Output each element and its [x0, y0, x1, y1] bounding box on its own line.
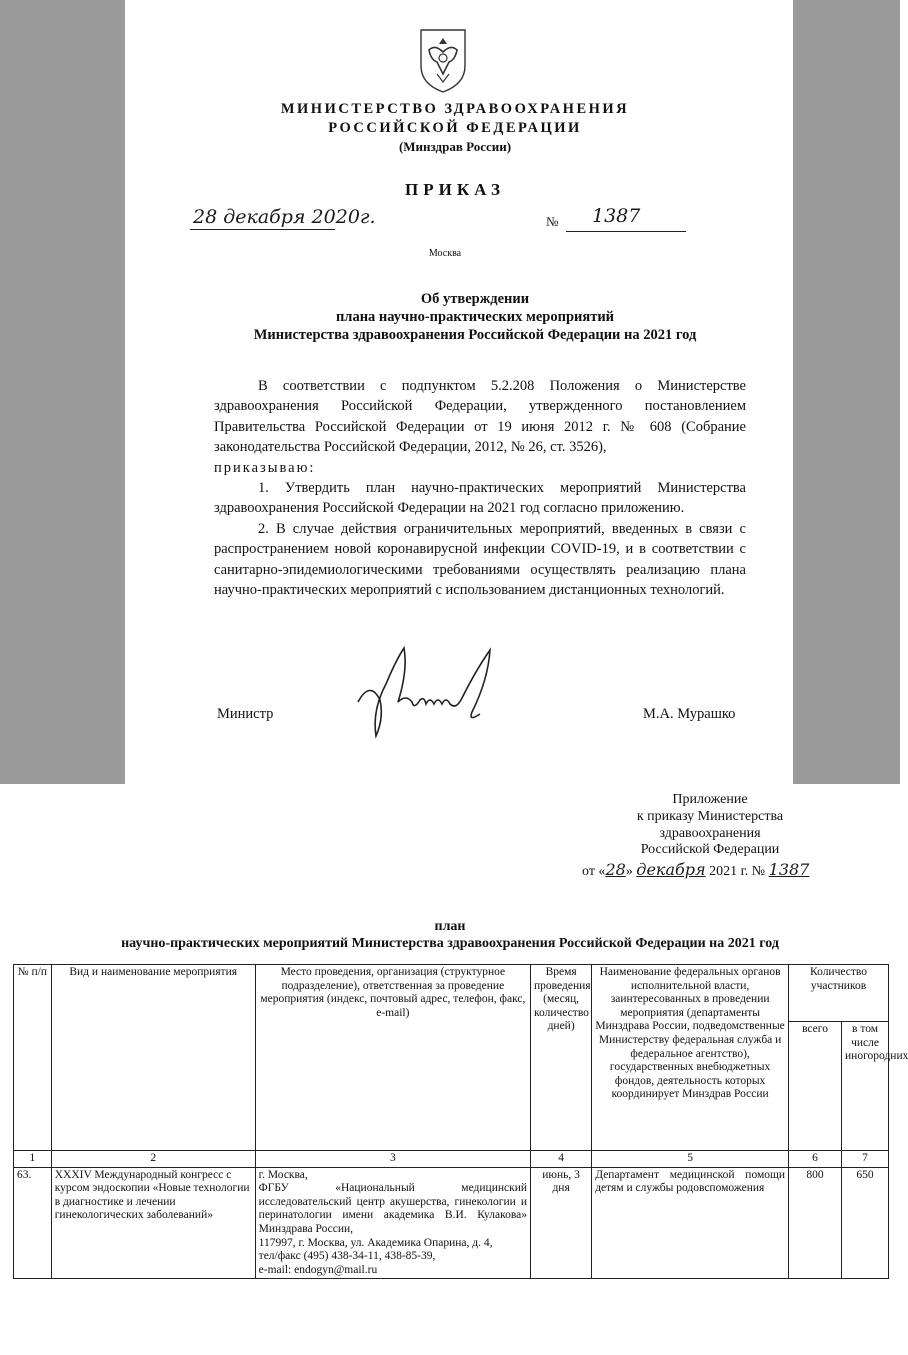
signature-icon [350, 640, 500, 740]
document-type: ПРИКАЗ [405, 180, 505, 199]
city: Москва [428, 248, 462, 259]
plan-title-1: план [434, 919, 466, 934]
header-nonresident: в том числе иногородних [842, 1022, 889, 1151]
place-org: ФГБУ «Национальный медицинский исследовательский центр акушерства, гинекологии и перинатологии имени академика В.И. Кулакова» Минздрава России, [258, 1182, 528, 1235]
col-number: 7 [842, 1151, 889, 1168]
col-number: 4 [531, 1151, 592, 1168]
header-type: Вид и наименование мероприятия [51, 965, 255, 1151]
order-body [214, 376, 746, 600]
subject-line-2: плана научно-практических мероприятий [335, 309, 615, 325]
col-number: 2 [51, 1151, 255, 1168]
row-place [255, 1167, 530, 1279]
ministry-line-2: РОССИЙСКОЙ ФЕДЕРАЦИИ [328, 120, 582, 136]
place-address: 117997, г. Москва, ул. Академика Опарина, д. 4, [258, 1236, 493, 1249]
signer-name: М.А. Мурашко [643, 706, 736, 722]
header-place: Место проведения, организация (структурное подразделение), ответственная за проведение мероприятия (индекс, почтовый адрес, телефон, факс, e-mail) [255, 965, 530, 1151]
header-participants: Количество участников [789, 965, 889, 1022]
row-type: XXXIV Международный конгресс с курсом эндоскопии «Новые технологии в диагностике и лечении гинекологических заболеваний» [51, 1167, 255, 1279]
signer-position: Министр [217, 706, 274, 722]
paragraph-item-1: 1. Утвердить план научно-практических мероприятий Министерства здравоохранения Российской Федерации на 2021 год согласно приложению. [214, 480, 746, 517]
header-time: Время проведения (месяц, количество дней) [531, 965, 592, 1151]
column-number-row [14, 1151, 889, 1168]
subject-line-1: Об утверждении [420, 291, 530, 307]
plan-title [0, 918, 900, 952]
number-underline [566, 231, 686, 232]
row-nonresident: 650 [842, 1167, 889, 1279]
appendix-quote: » [625, 864, 633, 879]
appendix-line-4: Российской Федерации [640, 842, 780, 858]
order-date: 28 декабря 2020г. [193, 206, 376, 228]
appendix-line-3: здравоохранения [659, 825, 761, 841]
ministry-line-1: МИНИСТЕРСТВО ЗДРАВООХРАНЕНИЯ [280, 101, 630, 117]
paragraph-item-2: 2. В случае действия ограничительных мероприятий, введенных в связи с распространением новой коронавирусной инфекции COVID-19, и в соответствии с санитарно-эпидемиологическими требованиями осуществлять реализацию плана научно-практических мероприятий с использованием дистанционных технологий. [214, 520, 746, 599]
col-number: 3 [255, 1151, 530, 1168]
place-phone: тел/факс (495) 438-34-11, 438-85-39, [258, 1250, 436, 1263]
coat-of-arms-icon [413, 26, 473, 94]
paragraph-preamble [214, 376, 746, 478]
row-time: июнь, 3 дня [531, 1167, 592, 1279]
row-total: 800 [789, 1167, 842, 1279]
table-header-row [14, 965, 889, 1022]
header-total: всего [789, 1022, 842, 1151]
ministry-short-name: (Минздрав России) [398, 139, 512, 154]
appendix-line-1: Приложение [672, 792, 748, 807]
scan-background-right [793, 0, 900, 784]
number-sign: № [546, 214, 559, 229]
order-subject [205, 290, 745, 344]
col-number: 6 [789, 1151, 842, 1168]
place-city: г. Москва, [258, 1168, 308, 1181]
col-number: 5 [592, 1151, 789, 1168]
place-email: e-mail: endogyn@mail.ru [258, 1263, 378, 1276]
appendix-line-2: к приказу Министерства [636, 808, 784, 824]
appendix-month: декабря [636, 860, 706, 879]
date-underline [190, 229, 335, 230]
appendix-number: 1387 [768, 860, 810, 879]
scan-background-left [0, 0, 125, 784]
appendix-header [580, 792, 840, 859]
order-number: 1387 [592, 205, 641, 227]
preamble-text: В соответствии с подпунктом 5.2.208 Положения о Министерстве здравоохранения Российской Федерации, утвержденного постановлением Правительства Российской Федерации от 19 июня 2012 г. № 608 (Собрание законодательства Российской Федерации, 2012, № 26, ст. 3526), [214, 378, 746, 456]
col-number: 1 [14, 1151, 52, 1168]
plan-title-2: научно-практических мероприятий Министерства здравоохранения Российской Федерации на 2021 год [121, 936, 779, 951]
appendix-date [582, 860, 809, 880]
appendix-date-prefix: от « [582, 864, 606, 879]
appendix-year: 2021 г. № [709, 864, 766, 879]
subject-line-3: Министерства здравоохранения Российской Федерации на 2021 год [253, 327, 697, 343]
ministry-name [250, 100, 660, 138]
header-authorities: Наименование федеральных органов исполнительной власти, заинтересованных в проведении мероприятия (департаменты Минздрава России, подведомственные Министерству федеральная служба и федеральное агентство), государственных внебюджетных фондов, деятельность которых координирует Минздрав России [592, 965, 789, 1151]
header-num: № п/п [14, 965, 52, 1151]
appendix-day: 28 [605, 860, 626, 879]
plan-table [13, 964, 908, 1279]
row-num: 63. [14, 1167, 52, 1279]
row-authorities: Департамент медицинской помощи детям и службы родовспоможения [592, 1167, 789, 1279]
table-row [14, 1167, 889, 1279]
order-word: приказываю: [214, 459, 316, 476]
